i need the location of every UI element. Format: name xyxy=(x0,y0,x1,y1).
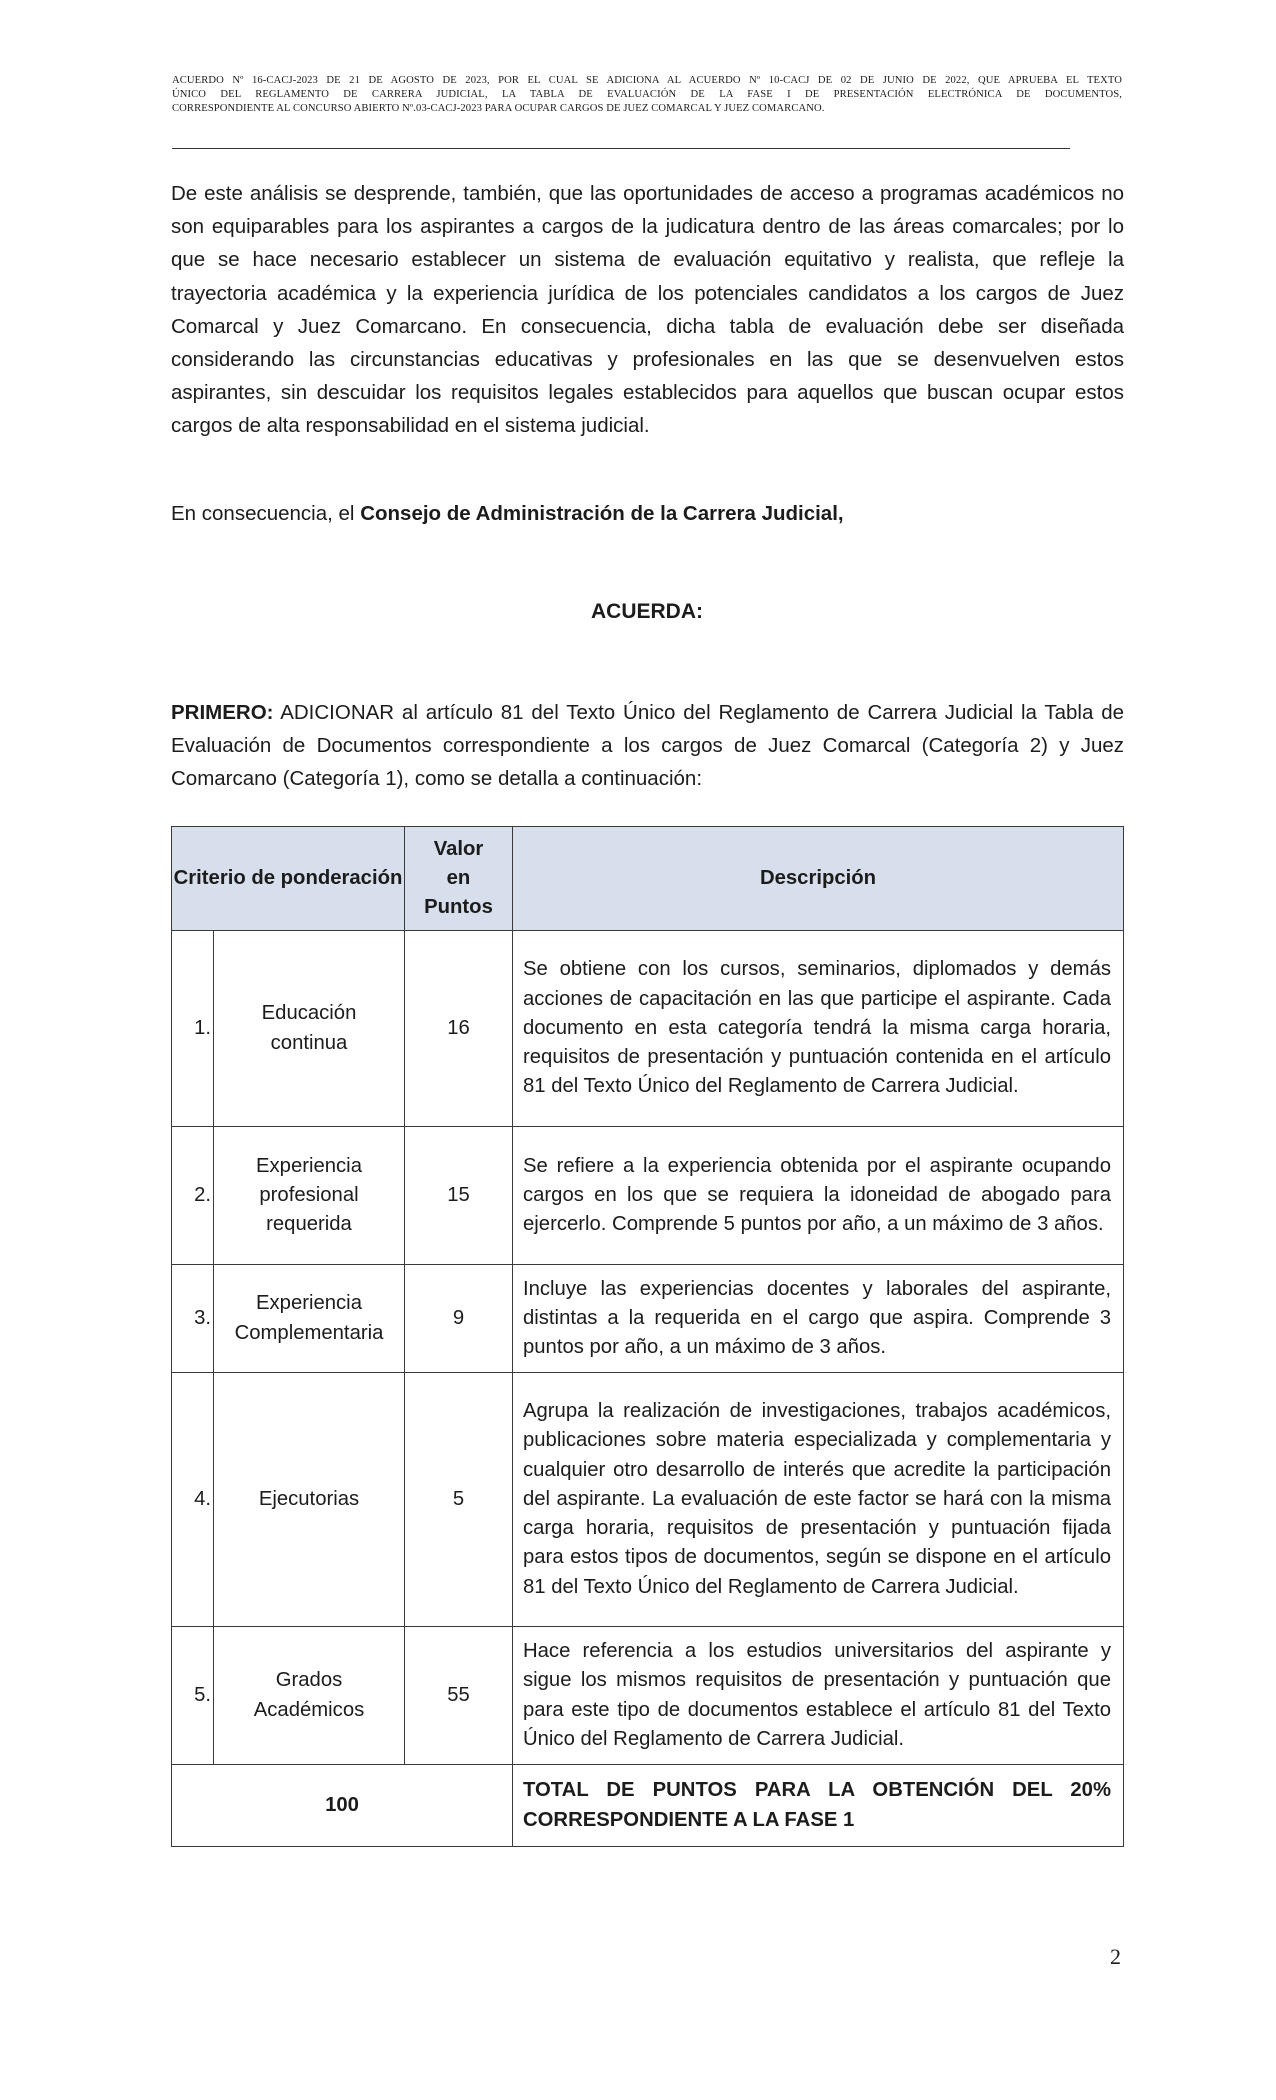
primero-text: ADICIONAR al artículo 81 del Texto Único del Reglamento de Carrera Judicial la Tabla de Evaluación de Documentos correspondiente a los cargos de Juez Comarcal (Categoría 2) y Juez Comarcano (Categoría 1), como se detalla a continuación: xyxy=(171,701,1124,791)
page-number: 2 xyxy=(1110,1944,1121,1969)
row-criterio xyxy=(214,1127,405,1265)
row-descripcion: Se refiere a la experiencia obtenida por el aspirante ocupando cargos en los que se requiera la idoneidad de abogado para ejercerlo. Comprende 5 puntos por año, a un máximo de 3 años. xyxy=(513,1127,1124,1265)
table-row xyxy=(172,931,1124,1127)
table-total-row xyxy=(172,1765,1124,1847)
row-number: 4. xyxy=(172,1373,214,1627)
row-number: 2. xyxy=(172,1127,214,1265)
header-descripcion: Descripción xyxy=(513,827,1124,931)
paragraph-consejo-bold: Consejo de Administración de la Carrera Judicial, xyxy=(360,502,844,525)
paragraph-consejo-lead: En consecuencia, el xyxy=(171,502,361,525)
document-header xyxy=(172,74,1122,116)
header-valor xyxy=(405,827,513,931)
table-header-row xyxy=(172,827,1124,931)
header-rule xyxy=(172,148,1070,149)
header-line-1: ACUERDO Nº 16-CACJ-2023 DE 21 DE AGOSTO DE 2023, POR EL CUAL SE ADICIONA AL ACUERDO Nº 10-CACJ DE 02 DE JUNIO DE 2022, QUE APRUEBA EL TEXTO xyxy=(172,75,1122,86)
paragraph-primero xyxy=(171,696,1124,796)
row-valor: 15 xyxy=(405,1127,513,1265)
row-descripcion: Incluye las experiencias docentes y laborales del aspirante, distintas a la requerida en el cargo que aspira. Comprende 3 puntos por año, a un máximo de 3 años. xyxy=(513,1265,1124,1373)
row-criterio: Experiencia Complementaria xyxy=(214,1265,405,1373)
row-number: 1. xyxy=(172,931,214,1127)
row-valor: 16 xyxy=(405,931,513,1127)
header-criterio: Criterio de ponderación xyxy=(172,827,405,931)
header-valor-text: Valor en Puntos xyxy=(424,837,493,919)
table-row xyxy=(172,1373,1124,1627)
total-label: TOTAL DE PUNTOS PARA LA OBTENCIÓN DEL 20% CORRESPONDIENTE A LA FASE 1 xyxy=(513,1765,1124,1847)
row-descripcion: Agrupa la realización de investigaciones, trabajos académicos, publicaciones sobre materia especializada y complementaria y cualquier otro desarrollo de interés que acredite la participación del aspirante. La evaluación de este factor se hará con la misma carga horaria, requisitos de presentación y puntuación fijada para estos tipos de documentos, según se dispone en el artículo 81 del Texto Único del Reglamento de Carrera Judicial. xyxy=(513,1373,1124,1627)
row-descripcion: Se obtiene con los cursos, seminarios, diplomados y demás acciones de capacitación en las que participe el aspirante. Cada documento en esta categoría tendrá la misma carga horaria, requisitos de presentación y puntuación contenida en el artículo 81 del Texto Único del Reglamento de Carrera Judicial. xyxy=(513,931,1124,1127)
row-valor: 55 xyxy=(405,1627,513,1765)
row-number: 3. xyxy=(172,1265,214,1373)
row-criterio-text: Experiencia profesional requerida xyxy=(256,1154,362,1236)
row-number: 5. xyxy=(172,1627,214,1765)
total-value: 100 xyxy=(172,1765,513,1847)
header-line-2: ÚNICO DEL REGLAMENTO DE CARRERA JUDICIAL, LA TABLA DE EVALUACIÓN DE LA FASE I DE PRESENTACIÓN ELECTRÓNICA DE DOCUMENTOS, xyxy=(172,89,1122,100)
paragraph-consejo xyxy=(171,497,1124,530)
acuerda-heading: ACUERDA: xyxy=(591,600,703,623)
table-row xyxy=(172,1627,1124,1765)
row-criterio-text: Educación continua xyxy=(261,1002,357,1054)
paragraph-analysis: De este análisis se desprende, también, que las oportunidades de acceso a programas académicos no son equiparables para los aspirantes a cargos de la judicatura dentro de las áreas comarcales; por lo que se hace necesario establecer un sistema de evaluación equitativo y realista, que refleje la trayectoria académica y la experiencia jurídica de los potenciales candidatos a los cargos de Juez Comarcal y Juez Comarcano. En consecuencia, dicha tabla de evaluación debe ser diseñada considerando las circunstancias educativas y profesionales en las que se desenvuelven estos aspirantes, sin descuidar los requisitos legales establecidos para aquellos que buscan ocupar estos cargos de alta responsabilidad en el sistema judicial. xyxy=(171,182,1124,438)
row-criterio xyxy=(214,1627,405,1765)
row-criterio xyxy=(214,931,405,1127)
row-valor: 9 xyxy=(405,1265,513,1373)
evaluation-table xyxy=(171,826,1124,1847)
header-line-3: CORRESPONDIENTE AL CONCURSO ABIERTO Nº.03-CACJ-2023 PARA OCUPAR CARGOS DE JUEZ COMARCAL Y JUEZ COMARCANO. xyxy=(172,103,825,114)
row-descripcion: Hace referencia a los estudios universitarios del aspirante y sigue los mismos requisitos de presentación y puntuación que para este tipo de documentos establece el artículo 81 del Texto Único del Reglamento de Carrera Judicial. xyxy=(513,1627,1124,1765)
row-criterio-text: Grados Académicos xyxy=(253,1669,365,1721)
row-criterio: Ejecutorias xyxy=(214,1373,405,1627)
row-valor: 5 xyxy=(405,1373,513,1627)
table-row xyxy=(172,1265,1124,1373)
table-row xyxy=(172,1127,1124,1265)
primero-label: PRIMERO: xyxy=(171,701,274,724)
